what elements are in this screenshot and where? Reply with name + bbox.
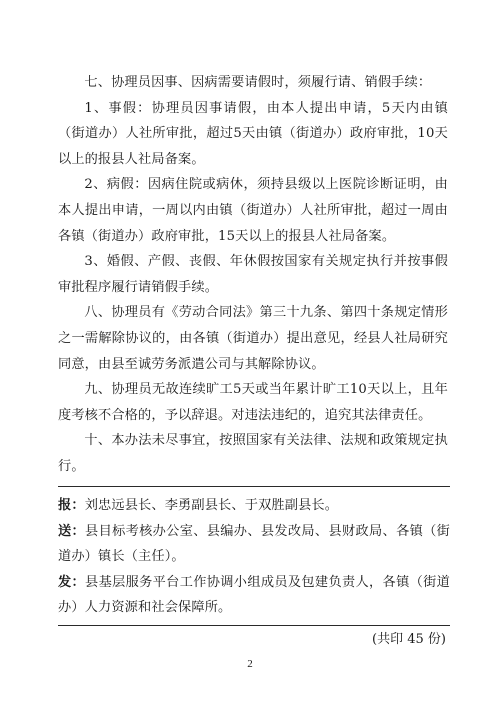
report-to-line (58, 493, 450, 519)
paragraph-other-leave: 3、婚假、产假、丧假、年休假按国家有关规定执行并按事假审批程序履行请销假手续。 (58, 254, 448, 295)
issue-label: 发： (58, 574, 86, 590)
paragraph-item-nine: 九、协理员无故连续旷工5天或当年累计旷工10天以上，且年度考核不合格的，予以辞退。对违法违纪的，追究其法律责任。 (58, 382, 448, 423)
send-label: 送： (58, 523, 86, 539)
print-copies-count: (共印 45 份) (372, 631, 446, 647)
send-recipients: 县目标考核办公室、县编办、县发改局、县财政局、各镇（街道办）镇长（主任）。 (58, 523, 450, 565)
distribution-section (58, 486, 450, 652)
issue-recipients: 县基层服务平台工作协调小组成员及包建负责人，各镇（街道办）人力资源和社会保障所。 (58, 574, 450, 616)
issue-to-line (58, 570, 450, 621)
paragraph-sick-leave: 2、病假：因病住院或病休，须持县级以上医院诊断证明，由本人提出申请，一周以内由镇（街道办）人社所审批，超过一周由各镇（街道办）政府审批，15天以上的报县人社局备案。 (58, 177, 448, 244)
paragraph-item-eight: 八、协理员有《劳动合同法》第三十九条、第四十条规定情形之一需解除协议的，由各镇（街道办）提出意见，经县人社局研究同意，由县至诚劳务派遣公司与其解除协议。 (58, 305, 448, 372)
page-number: 2 (247, 658, 253, 670)
paragraph-personal-leave: 1、事假：协理员因事请假，由本人提出申请，5天内由镇（街道办）人社所审批，超过5天由镇（街道办）政府审批，10天以上的报县人社局备案。 (58, 100, 448, 167)
paragraph-item-seven: 七、协理员因事、因病需要请假时，须履行请、销假手续： (84, 75, 432, 90)
paragraph-item-ten: 十、本办法未尽事宜，按照国家有关法律、法规和政策规定执行。 (58, 433, 448, 474)
report-label: 报： (58, 498, 85, 513)
distribution-list (58, 487, 450, 625)
document-body (58, 70, 448, 480)
report-recipients: 刘忠远县长、李勇副县长、于双胜副县长。 (84, 498, 339, 513)
send-to-line (58, 519, 450, 570)
